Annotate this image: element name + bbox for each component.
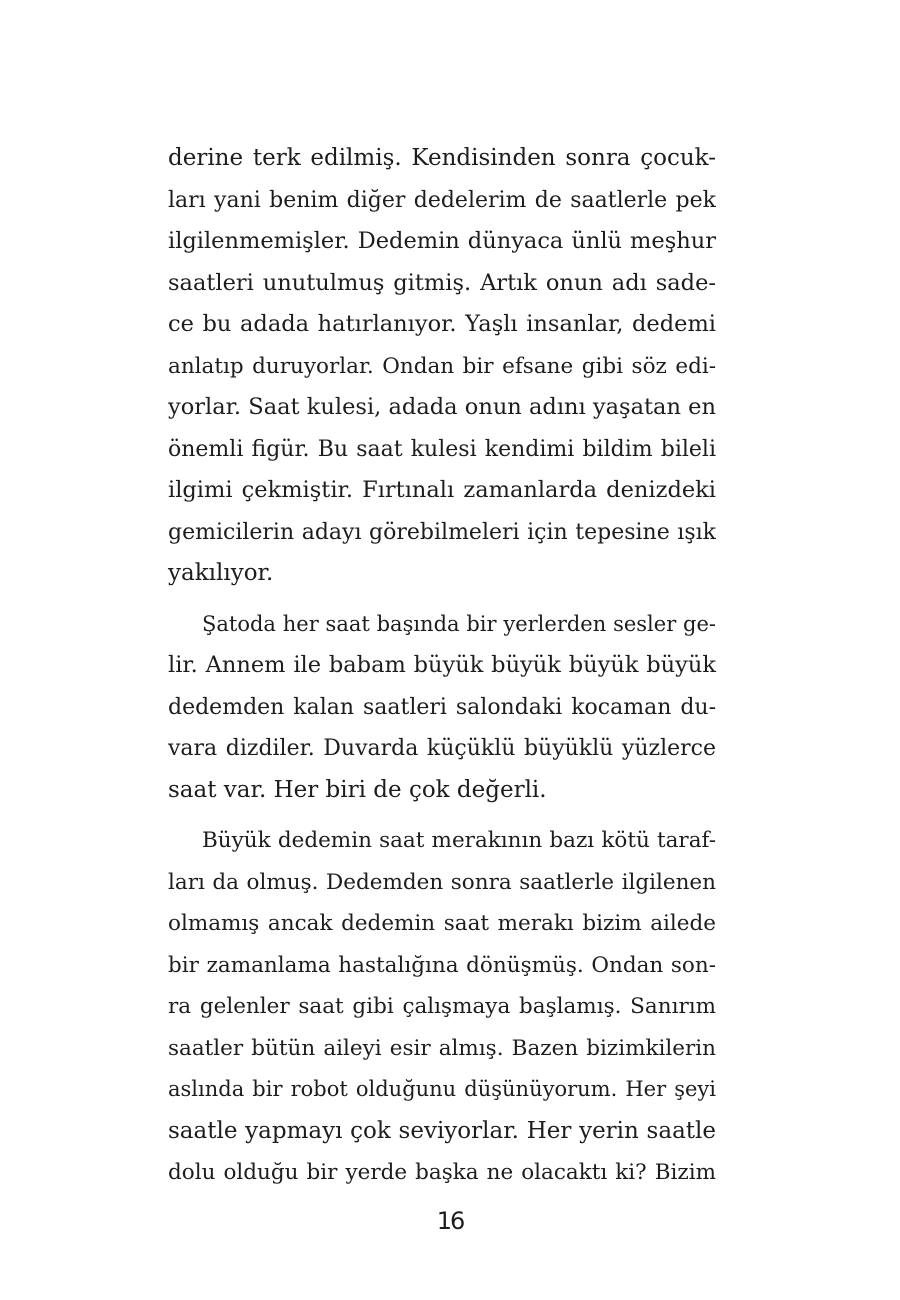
text-line: anlatıp duruyorlar. Ondan bir efsane gibi söz edi- <box>168 353 716 379</box>
text-line: saatle yapmayı çok seviyorlar. Her yerin saatle <box>168 1117 716 1144</box>
page-number: 16 <box>436 1207 464 1235</box>
text-line: saat var. Her biri de çok değerli. <box>168 776 547 803</box>
paragraph-gap <box>168 811 716 820</box>
text-line: bir zamanlama hastalığına dönüşmüş. Ondan son- <box>168 952 716 978</box>
text-line: ra gelenler saat gibi çalışmaya başlamış. Sanırım <box>168 994 716 1019</box>
text-line: saatleri unutulmuş gitmiş. Artık onun adı sade- <box>168 269 716 296</box>
text-line: ce bu adada hatırlanıyor. Yaşlı insanlar, dedemi <box>168 311 716 337</box>
paragraph-gap <box>168 595 716 604</box>
text-line: saatler bütün aileyi esir almış. Bazen bizimkilerin <box>168 1035 716 1061</box>
text-line: dolu olduğu bir yerde başka ne olacaktı ki? Bizim <box>168 1160 716 1185</box>
text-line: Büyük dedemin saat merakının bazı kötü taraf- <box>202 828 716 853</box>
text-line: olmamış ancak dedemin saat merakı bizim ailede <box>168 911 716 936</box>
text-line: ları yani benim diğer dedelerim de saatlerle pek <box>168 187 716 213</box>
text-line: lir. Annem ile babam büyük büyük büyük büyük <box>168 652 716 678</box>
text-line: vara dizdiler. Duvarda küçüklü büyüklü yüzlerce <box>168 736 716 761</box>
text-line: dedemden kalan saatleri salondaki kocaman du- <box>168 694 716 720</box>
text-line: Şatoda her saat başında bir yerlerden sesler ge- <box>202 611 716 636</box>
text-line: ları da olmuş. Dedemden sonra saatlerle ilgilenen <box>168 869 716 895</box>
text-line: derine terk edilmiş. Kendisinden sonra çocuk- <box>168 145 716 171</box>
text-line: ilgimi çekmiştir. Fırtınalı zamanlarda denizdeki <box>168 477 716 503</box>
text-line: yorlar. Saat kulesi, adada onun adını yaşatan en <box>168 394 716 420</box>
text-line: gemicilerin adayı görebilmeleri için tepesine ışık <box>168 519 716 545</box>
body-text <box>168 138 716 1194</box>
text-line: aslında bir robot olduğunu düşünüyorum. Her şeyi <box>168 1077 716 1101</box>
text-line: önemli figür. Bu saat kulesi kendimi bildim bileli <box>168 436 716 462</box>
text-line: ilgilenmemişler. Dedemin dünyaca ünlü meşhur <box>168 228 716 254</box>
text-line: yakılıyor. <box>168 560 274 586</box>
